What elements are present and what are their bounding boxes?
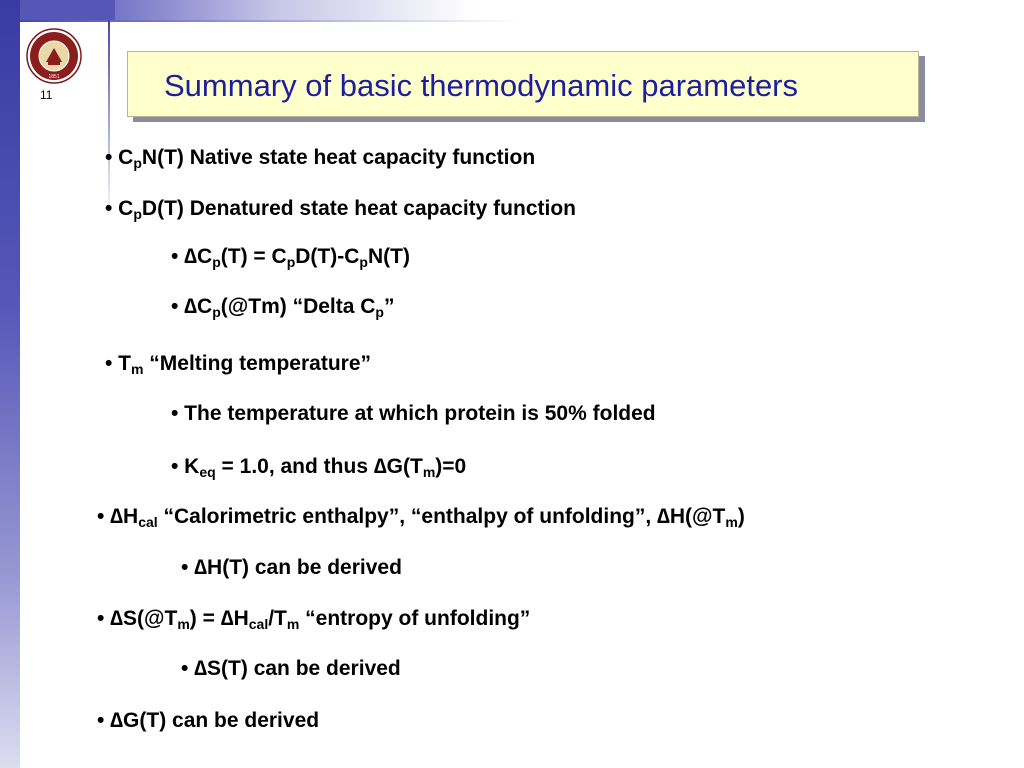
subscript: p (286, 254, 296, 270)
subscript: eq (199, 464, 216, 480)
bullet-tm-definition: • The temperature at which protein is 50% folded (171, 402, 656, 425)
top-accent-line (20, 20, 520, 22)
bullet-cpn: • $C_pN(T)$ Native state heat capacity function (105, 146, 536, 171)
top-accent-band-fade (115, 0, 275, 20)
top-accent-band-fade-end (275, 0, 475, 20)
side-accent-line (108, 20, 110, 220)
slide-title: Summary of basic thermodynamic parameters (164, 68, 799, 103)
bullet-g-derived: • ∆G(T) can be derived (97, 709, 320, 732)
subscript: p (212, 304, 221, 320)
subscript: m (177, 616, 190, 632)
subscript: m (422, 464, 436, 480)
top-accent-band (20, 0, 115, 20)
bullet-hcal: • $\Delta H_{cal}$ “Calorimetric enthalpy”, “enthalpy of unfolding”, $\Delta H(@T_m)$ (97, 505, 745, 530)
bullet-keq: • $K_{eq} = 1.0$, and thus $\Delta G(T_m)=0$ (171, 455, 467, 480)
subscript: p (375, 304, 384, 320)
title-box (127, 51, 919, 117)
subscript: m (131, 361, 144, 377)
bullet-cpd: • $C_pD(T)$ Denatured state heat capacity function (105, 197, 576, 222)
subscript: p (133, 206, 142, 222)
slide-number: 11 (40, 88, 53, 102)
bullet-s-derived: • ∆S(T) can be derived (181, 657, 401, 680)
subscript: cal (248, 616, 269, 632)
bullet-tm: • $T_m$ “Melting temperature” (105, 352, 372, 377)
seal-year: 1851 (48, 74, 60, 80)
subscript: m (286, 616, 300, 632)
subscript: p (133, 155, 142, 171)
left-accent-strip (0, 0, 20, 768)
bullet-delta-cp-tm: • $\Delta C_p(@Tm)$ “Delta $C_p$” (171, 295, 395, 320)
subscript: p (212, 254, 221, 270)
bullet-entropy: • $\Delta S(@T_m) = \Delta H_{cal}/T_m$ “entropy of unfolding” (97, 607, 531, 632)
subscript: m (725, 514, 738, 530)
university-seal-icon (26, 28, 82, 84)
subscript: cal (138, 514, 158, 530)
bullet-h-derived: • ∆H(T) can be derived (181, 556, 402, 579)
subscript: p (359, 254, 368, 270)
bullet-delta-cp: • $\Delta C_p(T) = C_pD(T)-C_pN(T)$ (171, 245, 410, 270)
